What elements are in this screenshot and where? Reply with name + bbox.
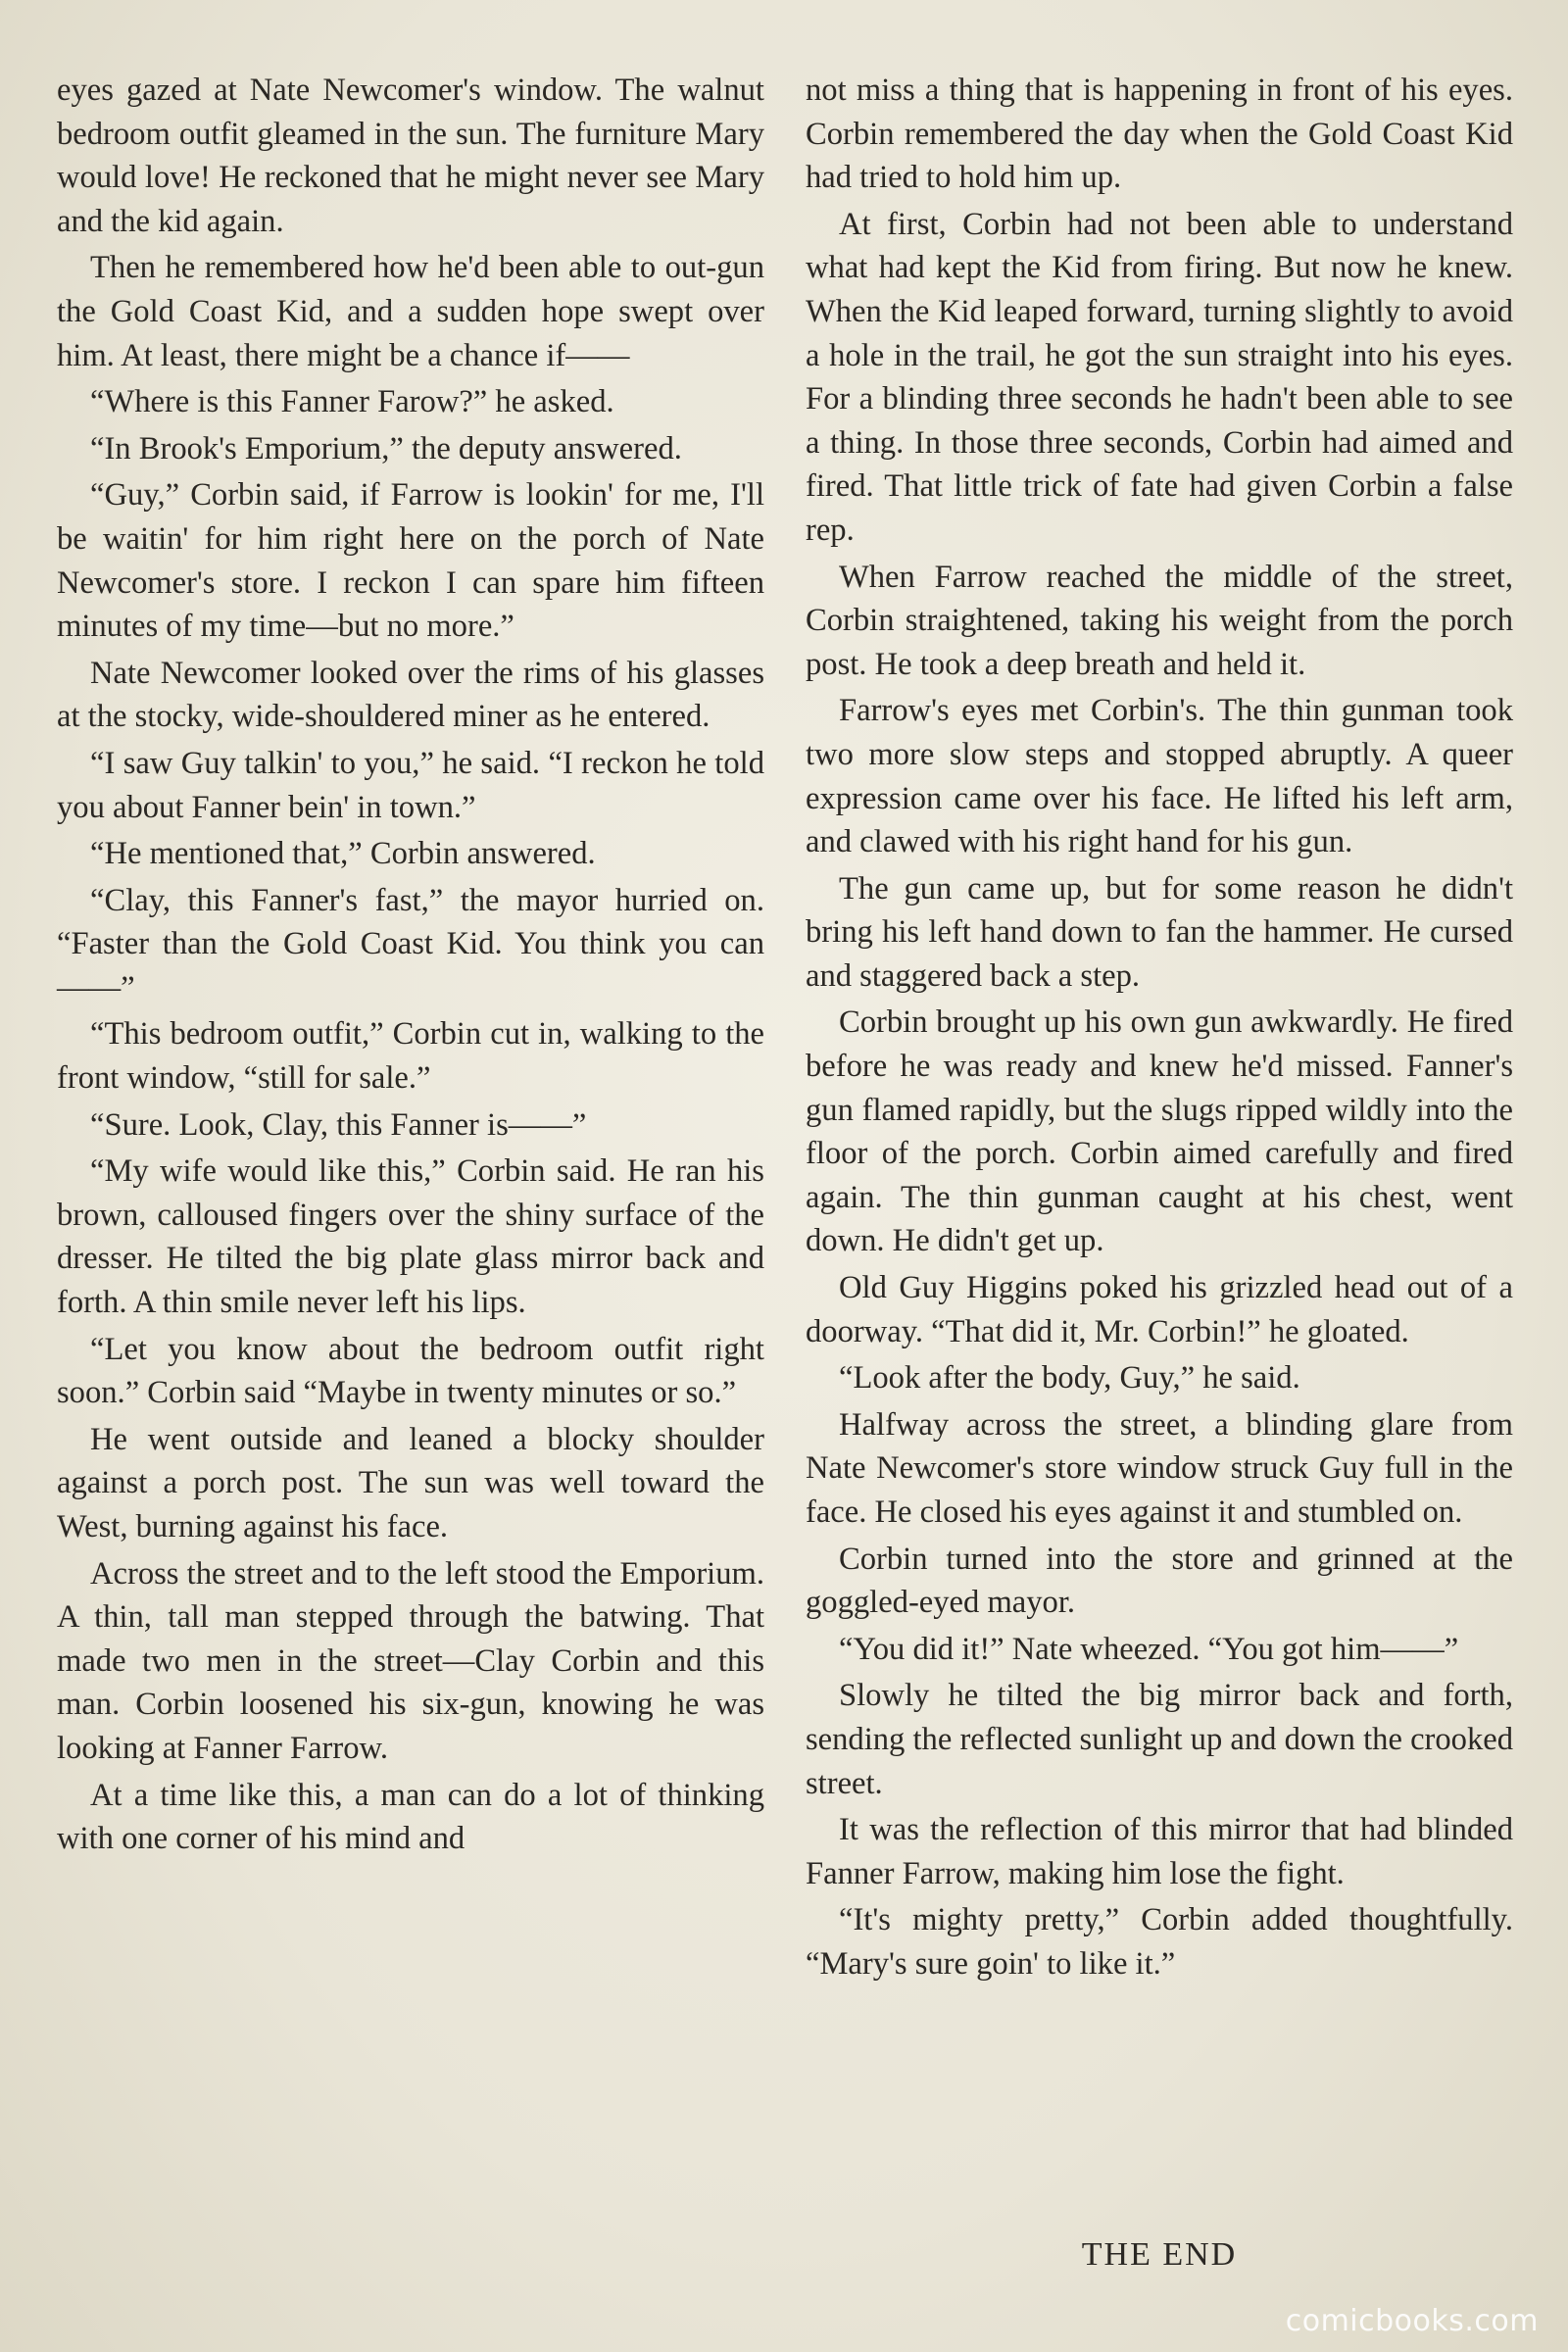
- paragraph: “In Brook's Emporium,” the deputy answered.: [90, 430, 682, 466]
- paragraph: Corbin brought up his own gun awkwardly. He fired before he was ready and knew he'd missed. Fanner's gun flamed rapidly, but the slugs ripped wildly into the floor of the porch. Corbin aimed carefully and fired again. The thin gunman caught at his chest, went down. He didn't get up.: [806, 1004, 1513, 1259]
- right-column: [806, 69, 1513, 1986]
- paragraph: “Let you know about the bedroom outfit right soon.” Corbin said “Maybe in twenty minutes or so.”: [57, 1331, 764, 1411]
- paragraph: “This bedroom outfit,” Corbin cut in, walking to the front window, “still for sale.”: [57, 1016, 764, 1097]
- paragraph: When Farrow reached the middle of the street, Corbin straightened, taking his weight from the porch post. He took a deep breath and held it.: [806, 559, 1513, 682]
- the-end-label: THE END: [1081, 2236, 1238, 2273]
- paragraph: Farrow's eyes met Corbin's. The thin gunman took two more slow steps and stopped abruptly. A queer expression came over his face. He lifted his left arm, and clawed with his right hand for his gun.: [806, 693, 1513, 860]
- paragraph: “I saw Guy talkin' to you,” he said. “I reckon he told you about Fanner bein' in town.”: [57, 745, 764, 825]
- left-column: [57, 69, 764, 1861]
- paragraph: He went outside and leaned a blocky shoulder against a porch post. The sun was well toward the West, burning against his face.: [57, 1421, 764, 1544]
- paragraph: Nate Newcomer looked over the rims of his glasses at the stocky, wide-shouldered miner as he entered.: [57, 655, 764, 735]
- paragraph: eyes gazed at Nate Newcomer's window. The walnut bedroom outfit gleamed in the sun. The furniture Mary would love! He reckoned that he might never see Mary and the kid again.: [57, 73, 764, 239]
- paragraph: not miss a thing that is happening in front of his eyes. Corbin remembered the day when the Gold Coast Kid had tried to hold him up.: [806, 73, 1513, 196]
- paragraph: “Where is this Fanner Farow?” he asked.: [90, 384, 614, 420]
- paragraph: Across the street and to the left stood the Emporium. A thin, tall man stepped through the batwing. That made two men in the street—Clay Corbin and this man. Corbin loosened his six-gun, knowing he was looking at Fanner Farrow.: [57, 1555, 764, 1766]
- paragraph: Then he remembered how he'd been able to out-gun the Gold Coast Kid, and a sudden hope swept over him. At least, there might be a chance if——: [57, 250, 764, 373]
- paragraph: Slowly he tilted the big mirror back and forth, sending the reflected sunlight up and down the crooked street.: [806, 1678, 1513, 1801]
- paragraph: “Sure. Look, Clay, this Fanner is——”: [90, 1106, 587, 1143]
- paragraph: The gun came up, but for some reason he didn't bring his left hand down to fan the hammer. He cursed and staggered back a step.: [806, 870, 1513, 994]
- paragraph: “Guy,” Corbin said, if Farrow is lookin' for me, I'll be waitin' for him right here on the porch of Nate Newcomer's store. I reckon I can spare him fifteen minutes of my time—but no more.”: [57, 477, 764, 645]
- paragraph: Halfway across the street, a blinding glare from Nate Newcomer's store window struck Guy full in the face. He closed his eyes against it and stumbled on.: [806, 1406, 1513, 1530]
- paragraph: “My wife would like this,” Corbin said. He ran his brown, calloused fingers over the shiny surface of the dresser. He tilted the big plate glass mirror back and forth. A thin smile never left his lips.: [57, 1153, 764, 1321]
- paragraph: “He mentioned that,” Corbin answered.: [90, 836, 596, 872]
- paragraph: At a time like this, a man can do a lot of thinking with one corner of his mind and: [57, 1777, 764, 1857]
- paragraph: “Look after the body, Guy,” he said.: [839, 1360, 1300, 1396]
- paragraph: Old Guy Higgins poked his grizzled head out of a doorway. “That did it, Mr. Corbin!” he gloated.: [806, 1270, 1513, 1349]
- paragraph: “You did it!” Nate wheezed. “You got him——”: [839, 1631, 1459, 1667]
- paragraph: At first, Corbin had not been able to understand what had kept the Kid from firing. But now he knew. When the Kid leaped forward, turning slightly to avoid a hole in the trail, he got the sun straight into his eyes. For a blinding three seconds he hadn't been able to see a thing. In those three seconds, Corbin had aimed and fired. That little trick of fate had given Corbin a false rep.: [806, 206, 1513, 548]
- paragraph: “It's mighty pretty,” Corbin added thoughtfully. “Mary's sure goin' to like it.”: [806, 1902, 1513, 1982]
- paragraph: “Clay, this Fanner's fast,” the mayor hurried on. “Faster than the Gold Coast Kid. You think you can——”: [57, 882, 764, 1005]
- paragraph: Corbin turned into the store and grinned at the goggled-eyed mayor.: [806, 1541, 1513, 1621]
- site-watermark: comicbooks.com: [1285, 2304, 1539, 2338]
- paragraph: It was the reflection of this mirror that had blinded Fanner Farrow, making him lose the fight.: [806, 1812, 1513, 1891]
